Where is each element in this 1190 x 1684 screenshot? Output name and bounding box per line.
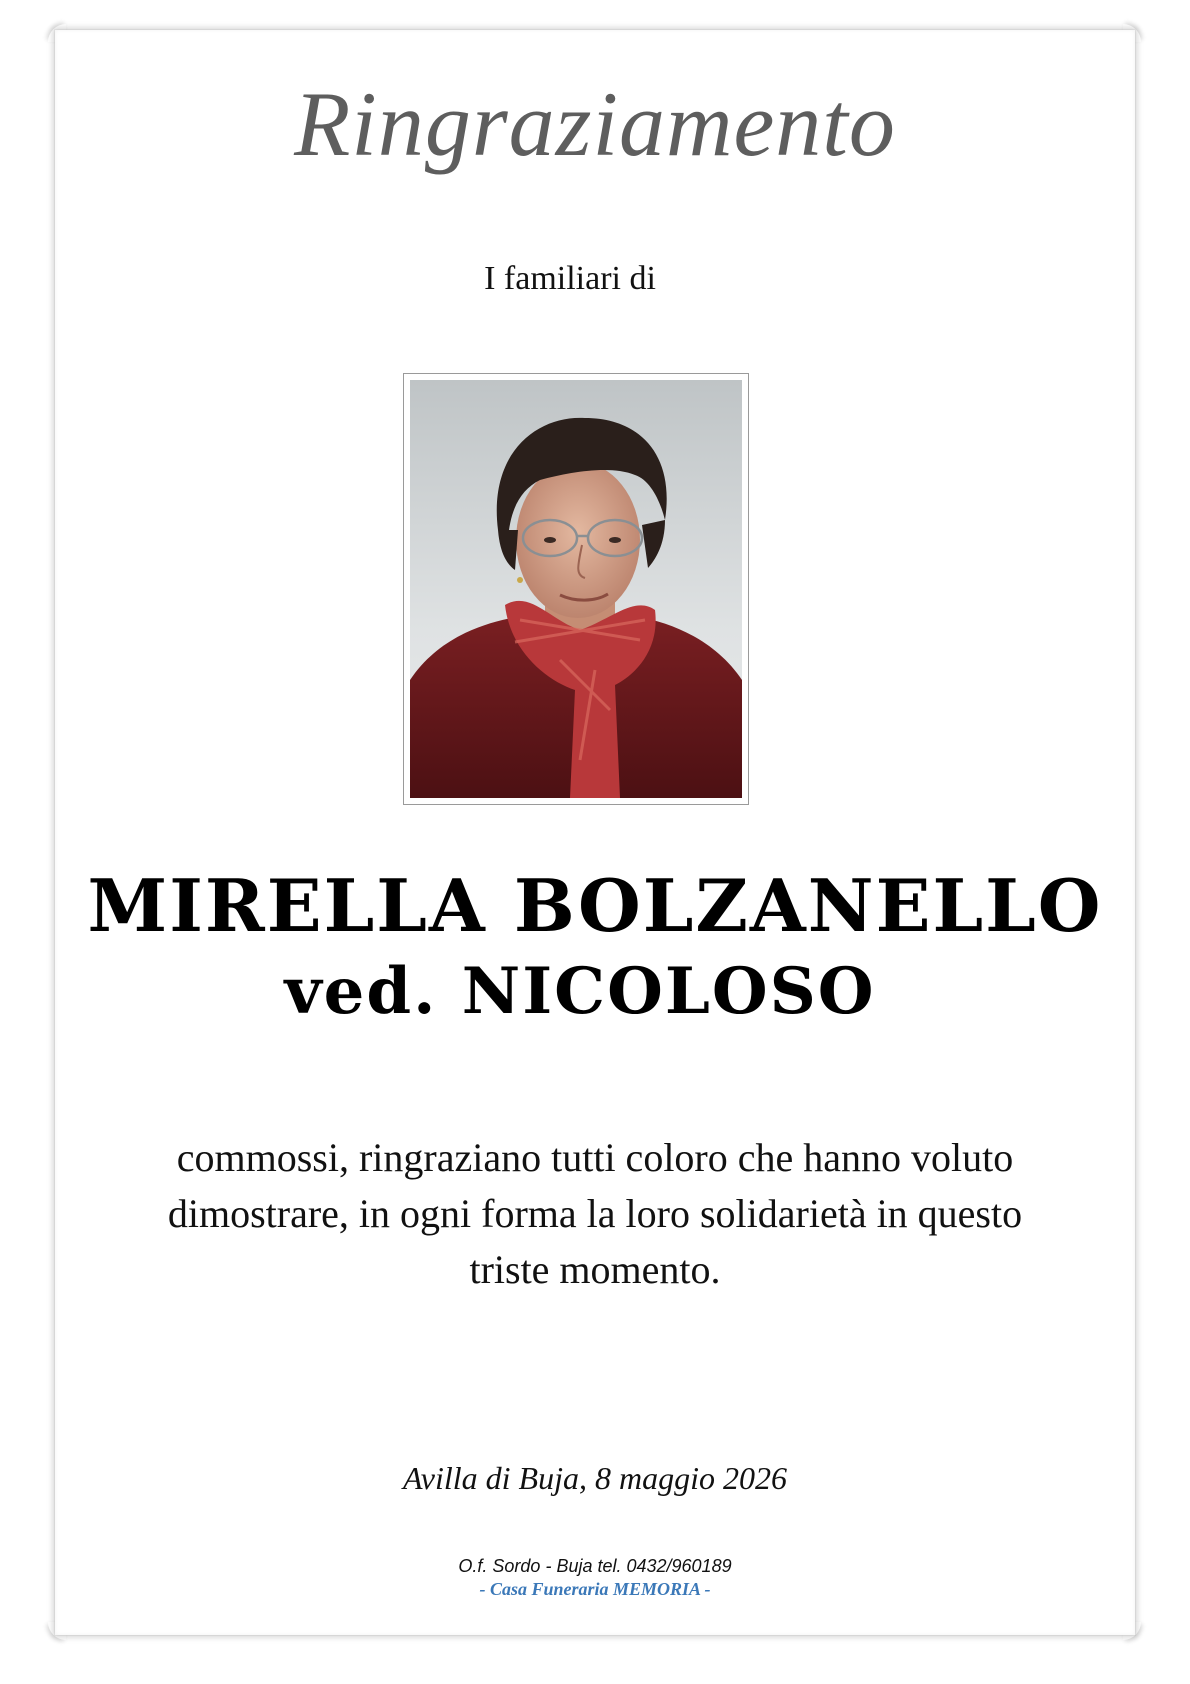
portrait-frame bbox=[403, 373, 749, 805]
deceased-name: MIRELLA BOLZANELLO bbox=[87, 863, 1103, 948]
page-title: Ringraziamento bbox=[294, 73, 896, 175]
deceased-married-name: ved. NICOLOSO bbox=[284, 954, 876, 1029]
place-date: Avilla di Buja, 8 maggio 2026 bbox=[403, 1460, 787, 1496]
portrait-photo bbox=[410, 380, 742, 798]
intro-text: I familiari di bbox=[484, 260, 656, 297]
funeral-home-brand: - Casa Funeraria MEMORIA - bbox=[479, 1579, 711, 1599]
thank-you-message: commossi, ringraziano tutti coloro che hanno voluto dimostrare, in ogni forma la loro solidarietà in questo triste momento. bbox=[167, 1135, 1023, 1292]
funeral-agency-contact: O.f. Sordo - Buja tel. 0432/960189 bbox=[458, 1556, 732, 1576]
